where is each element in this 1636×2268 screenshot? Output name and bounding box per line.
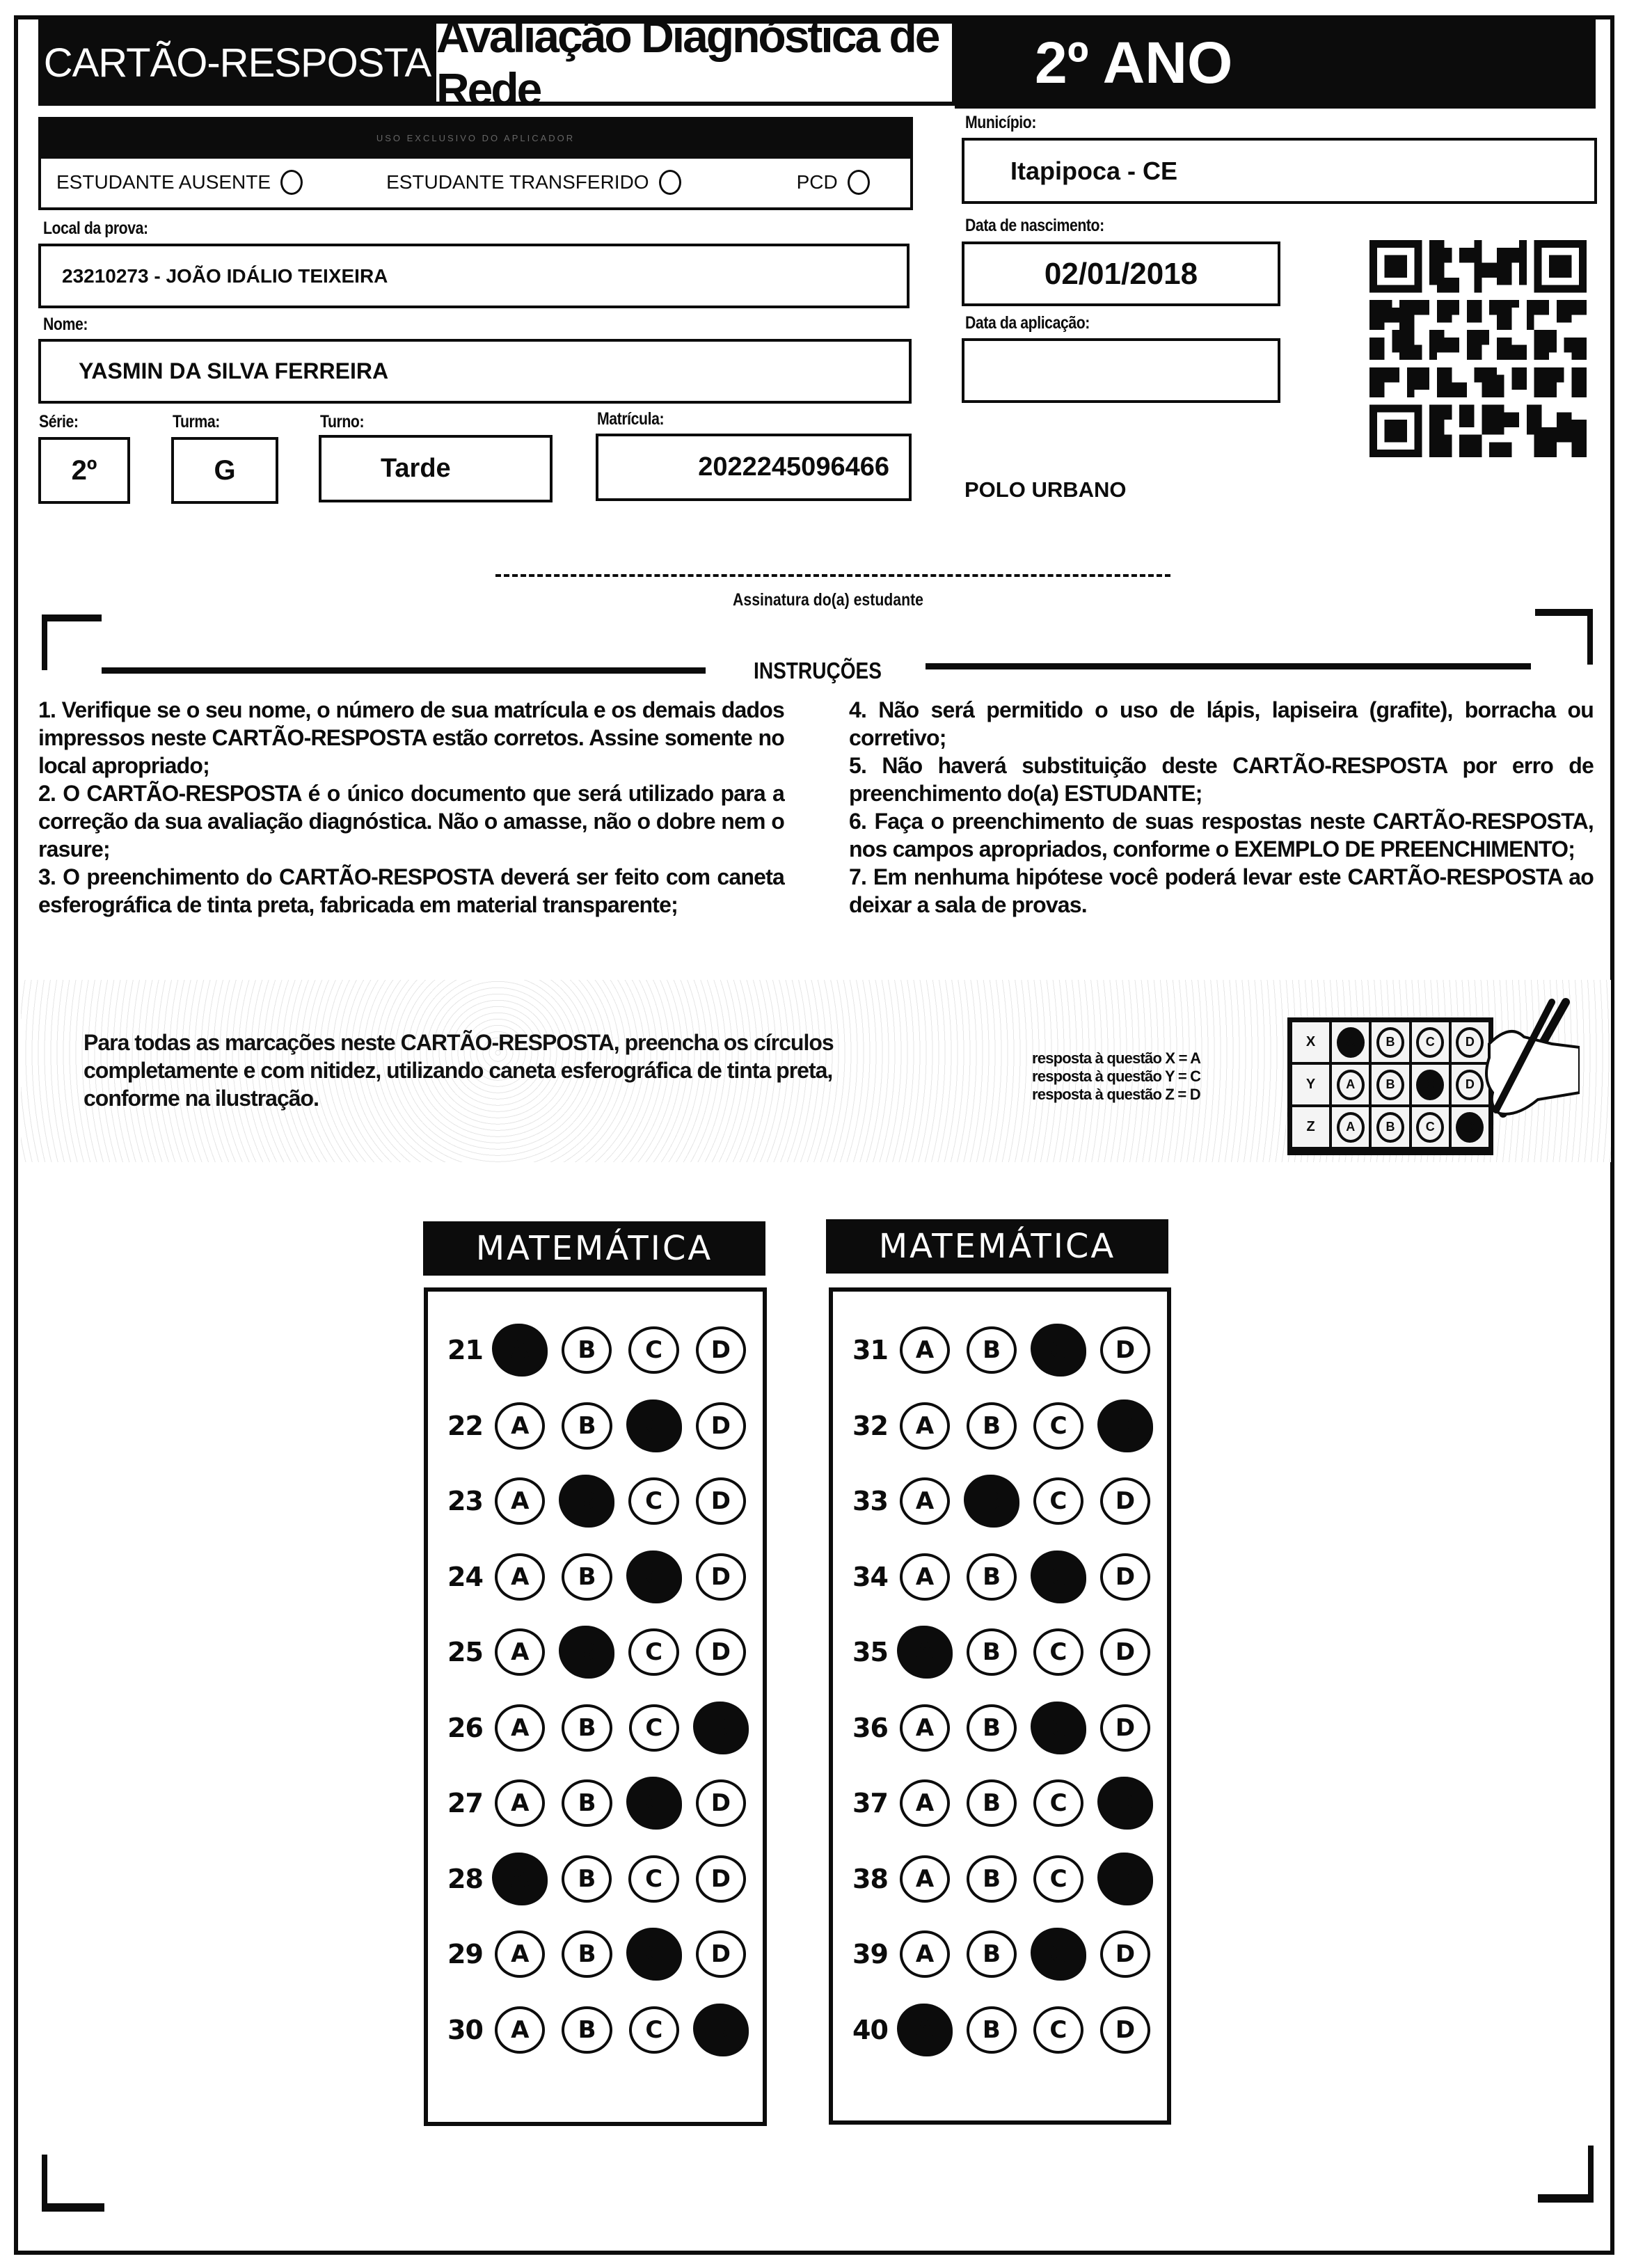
- nascimento-field: [962, 241, 1280, 306]
- question-row: [428, 1388, 763, 1464]
- question-row: [833, 1917, 1167, 1992]
- nascimento-value: 02/01/2018: [1044, 256, 1198, 291]
- matricula-field: [596, 434, 912, 501]
- question-row: [833, 1388, 1167, 1464]
- answer-bubble[interactable]: C: [1033, 1402, 1083, 1450]
- question-row: [428, 1841, 763, 1917]
- example-question-label: Y: [1291, 1063, 1331, 1106]
- instruction-item: 6. Faça o preenchimento de suas respostas neste CARTÃO-RESPOSTA, nos campos apropriados, conforme o EXEMPLO DE PREENCHIMENTO;: [849, 809, 1594, 862]
- matricula-label: Matrícula:: [597, 409, 665, 429]
- example-question-label: Z: [1291, 1106, 1331, 1148]
- question-number: 33: [852, 1486, 888, 1517]
- example-grid: [1287, 1017, 1493, 1155]
- answer-bubble[interactable]: D: [1100, 1704, 1150, 1752]
- answer-bubble[interactable]: A: [900, 1930, 950, 1978]
- option-transferred[interactable]: [386, 170, 681, 195]
- corner-mark-bottom-right: [1538, 2194, 1594, 2203]
- answer-bubble[interactable]: B: [562, 1779, 612, 1827]
- radio-circle-icon[interactable]: [659, 170, 681, 195]
- answer-bubble[interactable]: C: [1033, 1855, 1083, 1903]
- legend-line: resposta à questão Z = D: [1032, 1086, 1200, 1103]
- answer-bubble-filled[interactable]: D: [693, 2004, 749, 2056]
- example-bubble: A: [1337, 1070, 1365, 1100]
- answer-bubble[interactable]: B: [967, 1930, 1017, 1978]
- question-row: [428, 1690, 763, 1766]
- answer-bubble[interactable]: A: [495, 1779, 545, 1827]
- nome-value: YASMIN DA SILVA FERREIRA: [79, 358, 389, 383]
- example-bubble: B: [1376, 1112, 1404, 1143]
- option-label: ESTUDANTE AUSENTE: [56, 171, 271, 193]
- answer-bubble[interactable]: B: [562, 2006, 612, 2054]
- option-pcd[interactable]: [797, 170, 870, 195]
- turma-value: G: [214, 454, 236, 486]
- example-bubble-filled: C: [1416, 1070, 1444, 1100]
- divider: [926, 663, 1531, 669]
- example-question-label: X: [1291, 1021, 1331, 1063]
- question-row: [833, 1539, 1167, 1615]
- signature-label: Assinatura do(a) estudante: [733, 590, 923, 610]
- answer-bubble[interactable]: C: [629, 2006, 679, 2054]
- answer-bubble-filled[interactable]: B: [559, 1475, 614, 1528]
- answer-bubble[interactable]: D: [1100, 1553, 1150, 1601]
- example-bubble: C: [1416, 1027, 1444, 1058]
- answer-bubble-filled[interactable]: C: [1031, 1551, 1086, 1603]
- answer-bubble[interactable]: A: [495, 1553, 545, 1601]
- answer-bubble[interactable]: D: [1100, 1477, 1150, 1525]
- question-row: [428, 1615, 763, 1690]
- instruction-item: 1. Verifique se o seu nome, o número de sua matrícula e os demais dados impressos neste CARTÃO-RESPOSTA estão corretos. Assine somente no local apropriado;: [38, 697, 784, 778]
- question-number: 25: [447, 1637, 483, 1668]
- matricula-value: 2022245096466: [698, 452, 889, 482]
- answer-bubble-filled[interactable]: C: [626, 1928, 682, 1981]
- answer-bubble[interactable]: D: [696, 1477, 746, 1525]
- answer-bubble-filled[interactable]: B: [559, 1626, 614, 1679]
- answer-bubble[interactable]: B: [562, 1855, 612, 1903]
- turno-field: [319, 435, 553, 502]
- signature-line[interactable]: [495, 574, 1170, 577]
- answer-bubble-filled[interactable]: D: [693, 1702, 749, 1754]
- answer-bubble[interactable]: A: [900, 1326, 950, 1374]
- example-bubble-filled: D: [1456, 1112, 1484, 1143]
- question-number: 29: [447, 1939, 483, 1970]
- answer-bubble[interactable]: B: [967, 1779, 1017, 1827]
- answer-bubble[interactable]: B: [562, 1930, 612, 1978]
- turno-label: Turno:: [320, 412, 365, 431]
- answer-bubble[interactable]: D: [1100, 1628, 1150, 1676]
- turno-value: Tarde: [381, 454, 451, 483]
- answer-bubble[interactable]: B: [967, 1402, 1017, 1450]
- answer-bubble[interactable]: A: [900, 1402, 950, 1450]
- municipio-value: Itapipoca - CE: [1010, 156, 1178, 185]
- legend-line: resposta à questão Y = C: [1032, 1068, 1201, 1085]
- question-row: [833, 1464, 1167, 1539]
- legend-line: resposta à questão X = A: [1032, 1049, 1201, 1067]
- question-number: 24: [447, 1561, 483, 1592]
- local-field: [38, 244, 910, 308]
- instructions-title: INSTRUÇÕES: [754, 658, 882, 683]
- question-row: [833, 1766, 1167, 1841]
- answer-bubble[interactable]: A: [495, 1704, 545, 1752]
- answer-bubble[interactable]: B: [967, 1704, 1017, 1752]
- instruction-item: 3. O preenchimento do CARTÃO-RESPOSTA deverá ser feito com caneta esferográfica de tinta preta, fabricada em material transparente;: [38, 864, 784, 917]
- answer-bubble[interactable]: D: [696, 1553, 746, 1601]
- corner-mark-top-left: [42, 614, 47, 670]
- instruction-item: 4. Não será permitido o uso de lápis, lapiseira (grafite), borracha ou corretivo;: [849, 697, 1594, 750]
- answer-bubble[interactable]: B: [967, 1855, 1017, 1903]
- grade-label: 2º ANO: [955, 17, 1596, 109]
- answer-bubble[interactable]: B: [562, 1402, 612, 1450]
- question-number: 35: [852, 1637, 888, 1668]
- question-number: 30: [447, 2014, 483, 2045]
- answer-bubble-filled[interactable]: A: [897, 1626, 953, 1679]
- applicator-bar: USO EXCLUSIVO DO APLICADOR: [38, 117, 913, 159]
- answer-bubble-filled[interactable]: C: [1031, 1324, 1086, 1377]
- answer-bubble[interactable]: A: [900, 1704, 950, 1752]
- local-value: 23210273 - JOÃO IDÁLIO TEIXEIRA: [62, 264, 388, 287]
- answer-bubble[interactable]: A: [900, 1553, 950, 1601]
- nome-label: Nome:: [43, 315, 88, 334]
- question-number: 21: [447, 1335, 483, 1366]
- corner-mark-top-left: [42, 614, 102, 621]
- answer-bubble[interactable]: A: [495, 1477, 545, 1525]
- question-row: [833, 1841, 1167, 1917]
- answer-bubble[interactable]: A: [900, 1477, 950, 1525]
- hand-with-pen-icon: [1475, 995, 1580, 1134]
- question-row: [833, 1992, 1167, 2068]
- polo-label: POLO URBANO: [964, 477, 1127, 502]
- question-row: [428, 1992, 763, 2068]
- answer-bubble[interactable]: C: [628, 1477, 678, 1525]
- nome-field: [38, 339, 912, 404]
- answer-bubble[interactable]: A: [900, 1779, 950, 1827]
- municipio-label: Município:: [965, 113, 1036, 132]
- question-number: 38: [852, 1863, 888, 1894]
- answer-bubble-filled[interactable]: C: [626, 1551, 682, 1603]
- turma-field: [171, 437, 278, 504]
- answer-bubble[interactable]: D: [1100, 2006, 1150, 2054]
- corner-mark-bottom-left: [42, 2203, 104, 2212]
- question-row: [428, 1766, 763, 1841]
- answer-bubble[interactable]: A: [495, 1402, 545, 1450]
- instruction-item: 2. O CARTÃO-RESPOSTA é o único documento que será utilizado para a correção da sua avaliação diagnóstica. Não o amasse, não o dobre nem o rasure;: [38, 781, 784, 862]
- answer-bubble[interactable]: B: [562, 1553, 612, 1601]
- answer-bubble-filled[interactable]: C: [626, 1399, 682, 1452]
- answer-bubble[interactable]: B: [967, 2006, 1017, 2054]
- answer-bubble[interactable]: B: [967, 1628, 1017, 1676]
- example-legend: [1032, 1049, 1200, 1104]
- answer-bubble-filled[interactable]: C: [1031, 1702, 1086, 1754]
- answer-bubble[interactable]: A: [900, 1855, 950, 1903]
- answer-bubble[interactable]: D: [696, 1402, 746, 1450]
- question-number: 36: [852, 1712, 888, 1743]
- answer-bubble-filled[interactable]: B: [964, 1475, 1019, 1528]
- answer-bubble-filled[interactable]: C: [1031, 1928, 1086, 1981]
- applicator-options: [38, 157, 913, 210]
- answer-bubble-filled[interactable]: A: [492, 1324, 548, 1377]
- answer-bubble[interactable]: A: [495, 1930, 545, 1978]
- answer-bubble[interactable]: A: [495, 1628, 545, 1676]
- question-number: 34: [852, 1561, 888, 1592]
- answer-bubble[interactable]: D: [696, 1855, 746, 1903]
- answer-bubble[interactable]: A: [495, 2006, 545, 2054]
- answer-bubble-filled[interactable]: A: [492, 1853, 548, 1905]
- example-bubble: D: [1456, 1027, 1484, 1058]
- answer-bubble[interactable]: C: [628, 1855, 678, 1903]
- corner-mark-top-right: [1535, 609, 1593, 616]
- radio-circle-icon[interactable]: [848, 170, 870, 195]
- qr-code-icon: [1367, 240, 1589, 457]
- serie-value: 2º: [71, 454, 97, 486]
- subject-header: MATEMÁTICA: [423, 1221, 765, 1276]
- answer-bubble[interactable]: D: [1100, 1930, 1150, 1978]
- question-number: 22: [447, 1410, 483, 1441]
- instructions-right: [849, 696, 1594, 919]
- example-bubble: B: [1376, 1070, 1404, 1100]
- answer-bubble[interactable]: B: [562, 1326, 612, 1374]
- turma-label: Turma:: [173, 412, 220, 431]
- answer-bubble[interactable]: D: [696, 1628, 746, 1676]
- answer-bubble-filled[interactable]: D: [1097, 1399, 1153, 1452]
- answer-bubble[interactable]: D: [696, 1930, 746, 1978]
- answer-bubble[interactable]: C: [629, 1704, 679, 1752]
- question-row: [428, 1313, 763, 1388]
- answer-bubble[interactable]: B: [967, 1553, 1017, 1601]
- answer-bubble-filled[interactable]: D: [1097, 1853, 1153, 1905]
- answer-grid: [424, 1287, 767, 2126]
- municipio-field: [962, 138, 1597, 204]
- option-label: PCD: [796, 171, 838, 193]
- serie-label: Série:: [39, 412, 79, 431]
- answer-bubble-filled[interactable]: D: [1097, 1777, 1153, 1830]
- aplicacao-field[interactable]: [962, 338, 1280, 403]
- answer-grid: [829, 1287, 1171, 2125]
- answer-bubble[interactable]: B: [562, 1704, 612, 1752]
- exam-title: Avaliação Diagnóstica de Rede: [436, 19, 956, 106]
- answer-bubble[interactable]: D: [1100, 1326, 1150, 1374]
- answer-bubble[interactable]: C: [1033, 1477, 1083, 1525]
- answer-bubble[interactable]: D: [696, 1779, 746, 1827]
- question-number: 39: [852, 1939, 888, 1970]
- question-number: 23: [447, 1486, 483, 1517]
- instructions-left: [38, 696, 784, 919]
- question-number: 28: [447, 1863, 483, 1894]
- corner-mark-top-right: [1587, 609, 1593, 665]
- example-bubble: C: [1416, 1112, 1444, 1143]
- local-label: Local da prova:: [43, 219, 148, 238]
- question-row: [833, 1615, 1167, 1690]
- question-number: 31: [852, 1335, 888, 1366]
- question-number: 26: [447, 1712, 483, 1743]
- example-bubble: A: [1337, 1112, 1365, 1143]
- question-row: [833, 1313, 1167, 1388]
- example-bubble: B: [1376, 1027, 1404, 1058]
- question-row: [428, 1917, 763, 1992]
- serie-field: [38, 437, 130, 504]
- answer-bubble-filled[interactable]: C: [626, 1777, 682, 1830]
- answer-bubble[interactable]: D: [696, 1326, 746, 1374]
- question-row: [833, 1690, 1167, 1766]
- aplicacao-label: Data da aplicação:: [965, 313, 1090, 333]
- question-number: 37: [852, 1788, 888, 1819]
- option-label: ESTUDANTE TRANSFERIDO: [386, 171, 649, 193]
- answer-bubble[interactable]: C: [1033, 2006, 1083, 2054]
- example-text: Para todas as marcações neste CARTÃO-RESPOSTA, preencha os círculos completamente e com nitidez, utilizando caneta esferográfica de tinta preta, conforme na ilustração.: [84, 1030, 834, 1111]
- answer-bubble[interactable]: C: [1033, 1628, 1083, 1676]
- card-label: CARTÃO-RESPOSTA: [38, 19, 436, 106]
- subject-header: MATEMÁTICA: [826, 1219, 1168, 1274]
- instruction-item: 7. Em nenhuma hipótese você poderá levar este CARTÃO-RESPOSTA ao deixar a sala de provas.: [849, 864, 1594, 917]
- answer-bubble[interactable]: C: [1033, 1779, 1083, 1827]
- radio-circle-icon[interactable]: [280, 170, 303, 195]
- example-bubble-filled: A: [1337, 1027, 1365, 1058]
- answer-bubble-filled[interactable]: A: [897, 2004, 953, 2056]
- instruction-item: 5. Não haverá substituição deste CARTÃO-RESPOSTA por erro de preenchimento do(a) ESTUDANTE;: [849, 753, 1594, 806]
- divider: [102, 667, 706, 674]
- option-absent[interactable]: [56, 170, 303, 195]
- nascimento-label: Data de nascimento:: [965, 216, 1104, 235]
- example-bubble: D: [1456, 1070, 1484, 1100]
- answer-bubble[interactable]: C: [628, 1326, 678, 1374]
- answer-bubble[interactable]: C: [628, 1628, 678, 1676]
- question-number: 40: [852, 2014, 888, 2045]
- question-number: 27: [447, 1788, 483, 1819]
- question-row: [428, 1464, 763, 1539]
- question-number: 32: [852, 1410, 888, 1441]
- question-row: [428, 1539, 763, 1615]
- answer-bubble[interactable]: B: [967, 1326, 1017, 1374]
